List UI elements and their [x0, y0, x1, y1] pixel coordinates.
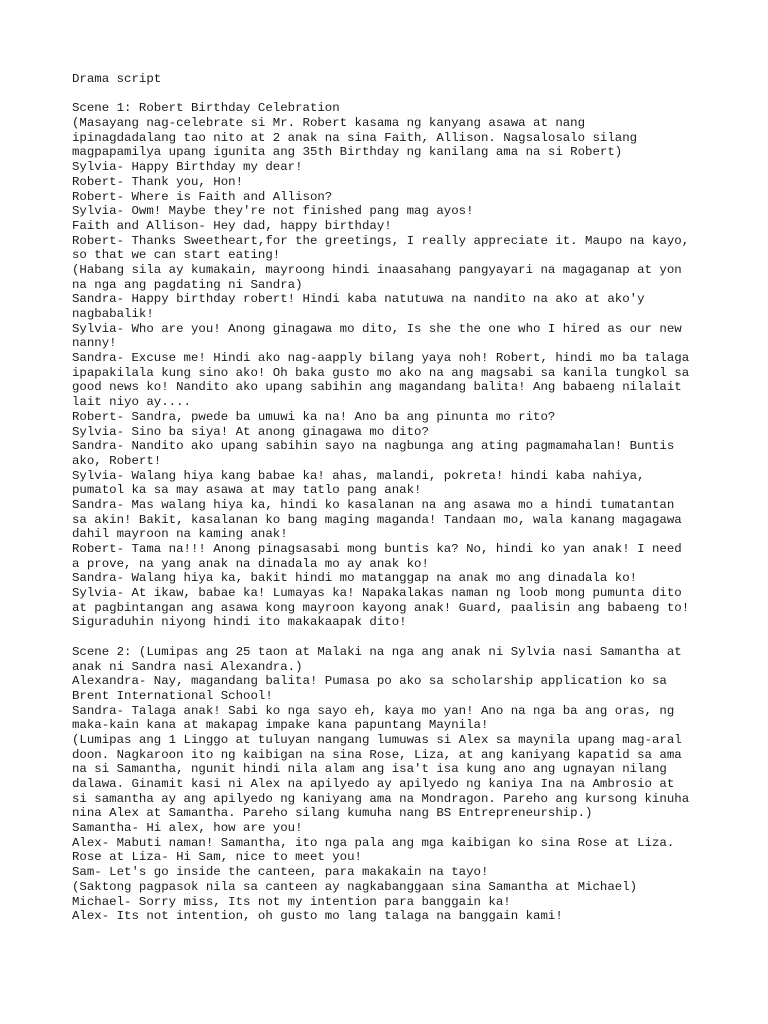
document-title: Drama script — [72, 72, 162, 86]
script-line: (Masayang nag-celebrate si Mr. Robert kasama ng kanyang asawa at nang — [72, 116, 586, 131]
script-line: Sylvia- Who are you! Anong ginagawa mo dito, Is she the one who I hired as our new — [72, 321, 682, 336]
script-line: na nga ang pagdating ni Sandra) — [72, 277, 303, 292]
script-line: Rose at Liza- Hi Sam, nice to meet you! — [72, 850, 362, 865]
script-line: Sylvia- Happy Birthday my dear! — [72, 160, 303, 175]
script-line: (Lumipas ang 1 Linggo at tuluyan nangang lumuwas si Alex sa maynila upang mag-aral — [72, 732, 682, 747]
scene-1-heading: Scene 1: Robert Birthday Celebration — [72, 101, 340, 116]
scene-1-body — [72, 116, 712, 630]
script-line: Sandra- Talaga anak! Sabi ko nga sayo eh, kaya mo yan! Ano na nga ba ang oras, ng — [72, 703, 675, 718]
script-line: na si Samantha, ngunit hindi nila alam ang isa't isa kung ano ang ugnayan nilang — [72, 762, 667, 777]
script-line: Faith and Allison- Hey dad, happy birthday! — [72, 218, 392, 233]
script-line: good news ko! Nandito ako upang sabihin ang magandang balita! Ang babaeng nilalait — [72, 380, 682, 395]
script-line: Sylvia- Owm! Maybe they're not finished pang mag ayos! — [72, 204, 474, 219]
script-line: dalawa. Ginamit kasi ni Alex na apilyedo ay apilyedo ng kaniya Ina na Ambrosio at — [72, 777, 675, 791]
script-line: (Habang sila ay kumakain, mayroong hindi inaasahang pangyayari na magaganap at yon — [72, 262, 682, 277]
script-line: so that we can start eating! — [72, 248, 281, 263]
script-text — [72, 72, 712, 924]
script-line: ipapakilala kung sino ako! Oh baka gusto mo ako na ang magsabi sa kanila tungkol sa — [72, 365, 690, 380]
script-line: Alex- Mabuti naman! Samantha, ito nga pala ang mga kaibigan ko sina Rose at Liza. — [72, 835, 675, 850]
script-line: Brent International School! — [72, 688, 273, 703]
script-line: Alexandra- Nay, magandang balita! Pumasa po ako sa scholarship application ko sa — [72, 674, 667, 689]
script-line: Robert- Thank you, Hon! — [72, 174, 244, 189]
script-line: doon. Nagkaroon ito ng kaibigan na sina Rose, Liza, at ang kaniyang kapatid sa ama — [72, 747, 682, 762]
script-line: a prove, na yang anak na dinadala mo ay anak ko! — [72, 556, 429, 571]
script-line: (Saktong pagpasok nila sa canteen ay nagkabanggaan sina Samantha at Michael) — [72, 879, 638, 894]
script-line: lait niyo ay.... — [72, 395, 191, 410]
script-line: Michael- Sorry miss, Its not my intention para banggain ka! — [72, 894, 511, 909]
script-line: Sylvia- Walang hiya kang babae ka! ahas, malandi, pokreta! hindi kaba nahiya, — [72, 468, 645, 483]
script-line: pumatol ka sa may asawa at may tatlo pang anak! — [72, 483, 422, 498]
script-line: ipinagdadalang tao nito at 2 anak na sina Faith, Allison. Nagsalosalo silang — [72, 130, 638, 145]
script-line: Robert- Where is Faith and Allison? — [72, 189, 333, 204]
script-line: Robert- Tama na!!! Anong pinagsasabi mong buntis ka? No, hindi ko yan anak! I need — [72, 542, 682, 556]
script-line: Sandra- Excuse me! Hindi ako nag-aapply bilang yaya noh! Robert, hindi mo ba talaga — [72, 351, 690, 366]
script-line: Siguraduhin niyong hindi ito makakaapak dito! — [72, 615, 407, 630]
script-line: Samantha- Hi alex, how are you! — [72, 821, 303, 836]
scene-2-body — [72, 645, 712, 924]
script-line: Sandra- Mas walang hiya ka, hindi ko kasalanan na ang asawa mo a hindi tumatantan — [72, 497, 675, 512]
script-line: Sandra- Nandito ako upang sabihin sayo na nagbunga ang ating pagmamahalan! Buntis — [72, 439, 675, 454]
script-line: magpapamilya upang igunita ang 35th Birthday ng kanilang ama na si Robert) — [72, 145, 623, 160]
script-line: nina Alex at Samantha. Pareho silang kumuha nang BS Entrepreneurship.) — [72, 806, 593, 821]
script-line: Alex- Its not intention, oh gusto mo lang talaga na banggain kami! — [72, 909, 563, 924]
script-line: Sandra- Happy birthday robert! Hindi kaba natutuwa na nandito na ako at ako'y — [72, 292, 645, 307]
script-line: at pagbintangan ang asawa kong mayroon kayong anak! Guard, paalisin ang babaeng to! — [72, 600, 690, 615]
script-line: ako, Robert! — [72, 453, 162, 468]
script-line: Robert- Thanks Sweetheart,for the greetings, I really appreciate it. Maupo na kayo, — [72, 233, 690, 248]
script-line: nanny! — [72, 336, 117, 351]
script-line: Robert- Sandra, pwede ba umuwi ka na! Ano ba ang pinunta mo rito? — [72, 409, 556, 424]
script-line: anak ni Sandra nasi Alexandra.) — [72, 659, 303, 674]
script-line: Sylvia- At ikaw, babae ka! Lumayas ka! Napakalakas naman ng loob mong pumunta dito — [72, 586, 682, 601]
script-line: Scene 2: (Lumipas ang 25 taon at Malaki na nga ang anak ni Sylvia nasi Samantha at — [72, 644, 682, 659]
script-line: maka-kain kana at makapag impake kana papuntang Maynila! — [72, 718, 489, 733]
script-line: si samantha ay ang apilyedo ng kaniyang ama na Mondragon. Pareho ang kursong kinuha — [72, 791, 690, 806]
script-line: dahil mayroon na kaming anak! — [72, 527, 288, 542]
blank-line — [72, 630, 712, 645]
blank-line — [72, 87, 712, 102]
script-line: Sam- Let's go inside the canteen, para makakain na tayo! — [72, 865, 489, 880]
script-line: nagbabalik! — [72, 307, 154, 321]
script-line: Sylvia- Sino ba siya! At anong ginagawa mo dito? — [72, 424, 429, 439]
script-line: sa akin! Bakit, kasalanan ko bang maging maganda! Tandaan mo, wala kanang magagawa — [72, 512, 682, 527]
script-line: Sandra- Walang hiya ka, bakit hindi mo matanggap na anak mo ang dinadala ko! — [72, 571, 638, 586]
